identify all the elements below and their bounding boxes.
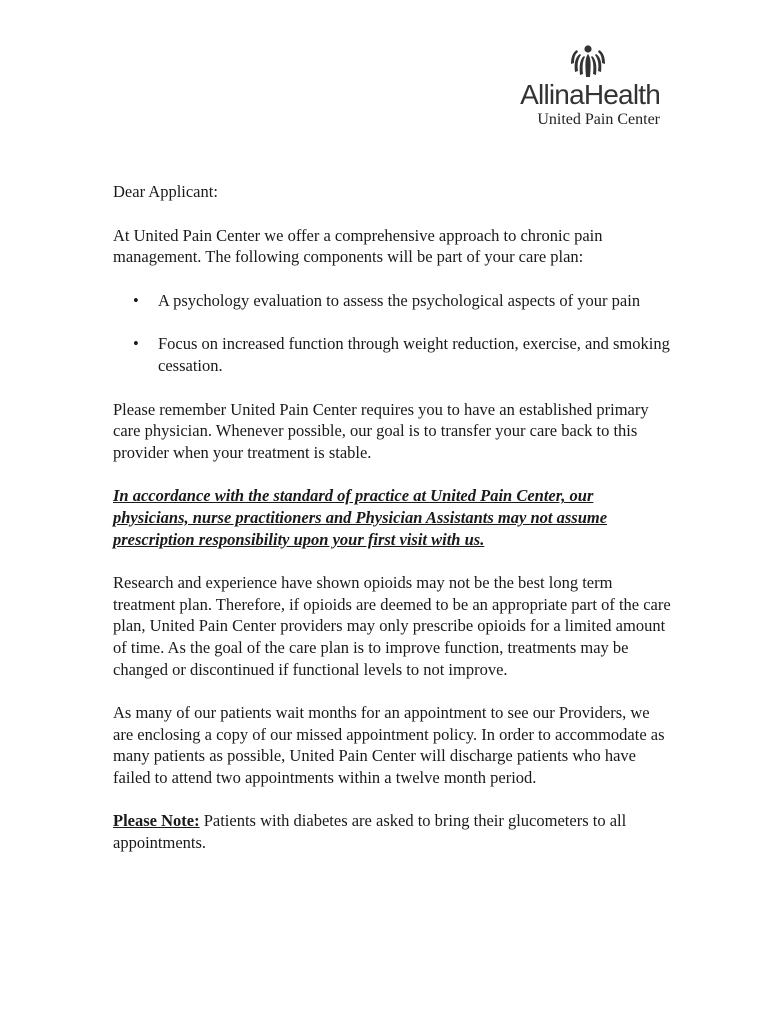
prescription-notice: In accordance with the standard of practice at United Pain Center, our physicians, nurse practitioners and Physician Assistants may not assume prescription responsibility upon your first visit with us.	[113, 486, 608, 549]
list-item	[113, 333, 673, 376]
bullet-icon: •	[133, 334, 139, 354]
allina-health-logo	[500, 44, 660, 129]
please-note-paragraph	[113, 810, 673, 853]
care-plan-list	[113, 290, 673, 377]
salutation: Dear Applicant:	[113, 182, 218, 201]
letter-body	[113, 181, 673, 854]
intro-paragraph: At United Pain Center we offer a comprehensive approach to chronic pain management. The following components will be part of your care plan:	[113, 225, 603, 267]
primary-care-paragraph: Please remember United Pain Center requires you to have an established primary care physician. Whenever possible, our goal is to transfer your care back to this provider when your treatment is stable.	[113, 399, 649, 462]
bullet-icon: •	[133, 290, 139, 310]
list-item-text: Focus on increased function through weight reduction, exercise, and smoking cessation.	[158, 334, 670, 375]
department-name: United Pain Center	[537, 111, 660, 128]
list-item	[113, 290, 673, 312]
appointments-paragraph: As many of our patients wait months for an appointment to see our Providers, we are enclosing a copy of our missed appointment policy. In order to accommodate as many patients as possible, United Pain Center will discharge patients who have failed to attend two appointments within a twelve month period.	[113, 703, 665, 787]
please-note-text: Patients with diabetes are asked to bring their glucometers to all appointments.	[113, 811, 627, 853]
please-note-label: Please Note:	[113, 811, 200, 831]
opioids-paragraph: Research and experience have shown opioids may not be the best long term treatment plan. Therefore, if opioids are deemed to be an appropriate part of the care plan, United Pain Center providers may only prescribe opioids for a limited amount of time. As the goal of the care plan is to improve function, treatments may be changed or discontinued if functional levels to not improve.	[113, 573, 671, 679]
allina-health-figure-icon	[571, 44, 605, 78]
brand-name: AllinaHealth	[520, 79, 660, 110]
list-item-text: A psychology evaluation to assess the psychological aspects of your pain	[158, 290, 641, 310]
